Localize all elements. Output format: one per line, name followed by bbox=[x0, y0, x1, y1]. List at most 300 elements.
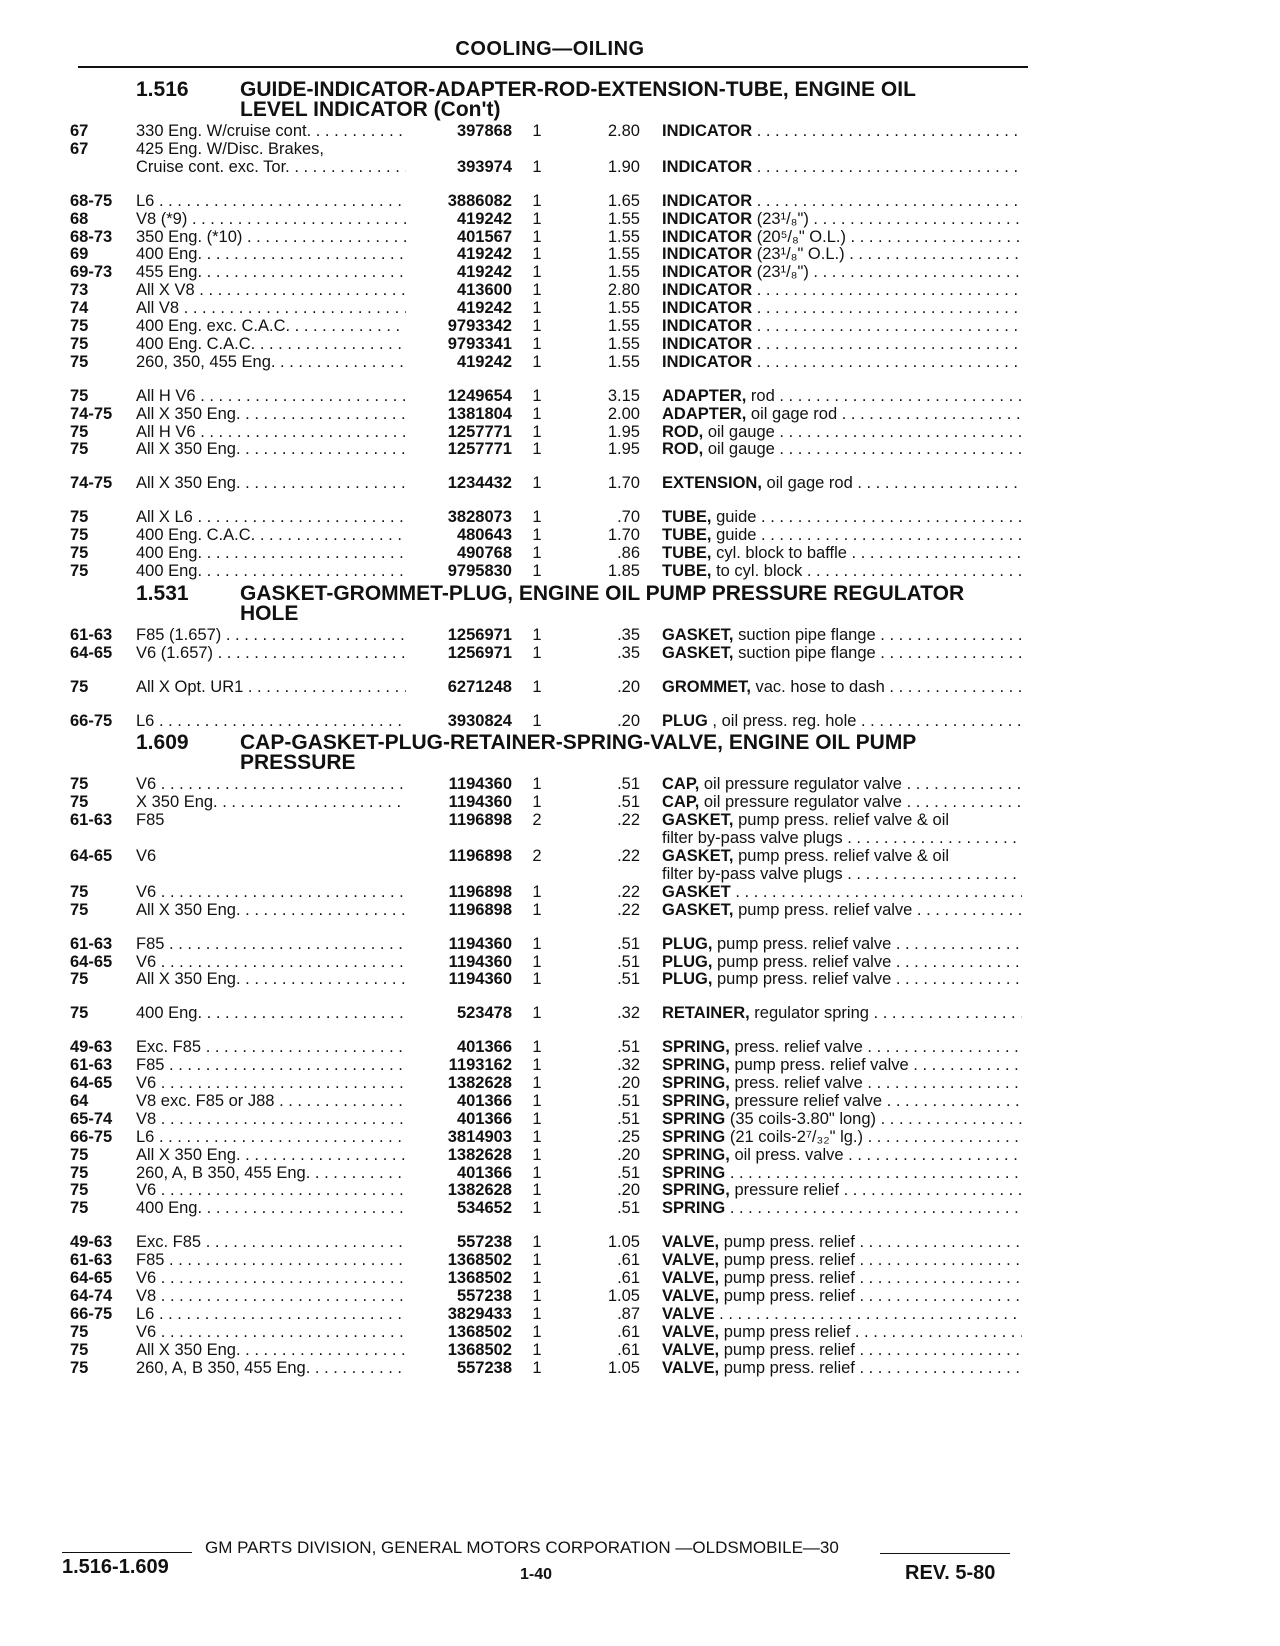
application-cell: 330 Eng. W/cruise cont. . . . bbox=[136, 122, 406, 141]
part-name-bold: PLUG, bbox=[662, 952, 713, 971]
year-cell: 75 bbox=[70, 1322, 89, 1341]
part-name-cell bbox=[662, 281, 1022, 300]
part-number-cell: 9793341 bbox=[447, 334, 512, 353]
part-name-cell bbox=[662, 228, 1022, 247]
price-cell: .32 bbox=[617, 1004, 640, 1023]
part-number-cell: 397868 bbox=[456, 122, 512, 140]
part-name-cell bbox=[662, 544, 1022, 563]
price-cell: 1.55 bbox=[607, 352, 640, 371]
quantity-cell: 1 bbox=[532, 1269, 542, 1287]
price-cell: 1.55 bbox=[607, 263, 640, 282]
part-name-detail: guide bbox=[711, 508, 757, 527]
year-cell: 75 bbox=[70, 561, 89, 580]
part-name-detail: oil pressure regulator valve bbox=[699, 793, 902, 812]
part-name-bold: TUBE, bbox=[662, 561, 712, 580]
quantity-cell: 1 bbox=[532, 263, 542, 282]
part-name-cell bbox=[662, 1128, 1022, 1147]
application-cell: V8 (*9) . . . bbox=[136, 210, 406, 229]
quantity-cell: 1 bbox=[532, 352, 542, 371]
part-name-detail: pump press. relief valve & oil bbox=[733, 811, 950, 830]
quantity-cell: 1 bbox=[532, 1322, 542, 1341]
quantity-cell: 1 bbox=[532, 281, 542, 300]
part-name-cell bbox=[662, 1287, 1022, 1306]
part-name-bold: INDICATOR bbox=[662, 209, 753, 228]
table-row bbox=[0, 1341, 1280, 1360]
year-cell: 64-65 bbox=[70, 847, 113, 865]
part-name-bold: RETAINER, bbox=[662, 1004, 750, 1023]
price-cell: .20 bbox=[617, 677, 640, 696]
part-number-cell: 1196898 bbox=[448, 811, 512, 830]
footer-corporation: GM PARTS DIVISION, GENERAL MOTORS CORPORATION —OLDSMOBILE—30 bbox=[205, 1538, 839, 1557]
application-cell: 400 Eng. . . . bbox=[136, 1199, 406, 1218]
table-row bbox=[0, 1164, 1280, 1183]
part-number-cell: 3930824 bbox=[447, 711, 512, 730]
part-number-cell: 1382628 bbox=[447, 1074, 512, 1092]
quantity-cell: 1 bbox=[532, 474, 542, 493]
part-name-bold: TUBE, bbox=[662, 508, 712, 527]
part-name-bold: VALVE, bbox=[662, 1340, 720, 1359]
part-name-detail: pump press. relief valve & oil bbox=[733, 847, 950, 865]
quantity-cell: 1 bbox=[532, 970, 542, 989]
part-name-bold: GASKET, bbox=[662, 811, 734, 830]
price-cell: .22 bbox=[617, 882, 640, 901]
part-number-cell: 1368502 bbox=[447, 1269, 512, 1287]
part-name-detail: oil gauge bbox=[703, 422, 775, 441]
table-row bbox=[0, 712, 1280, 731]
quantity-cell: 1 bbox=[532, 1181, 542, 1200]
price-cell: .51 bbox=[617, 1038, 640, 1057]
part-name-cell bbox=[662, 299, 1022, 318]
part-name-cell bbox=[662, 970, 1022, 989]
part-name-cell bbox=[662, 192, 1022, 211]
price-cell: .25 bbox=[617, 1127, 640, 1146]
price-cell: .22 bbox=[617, 900, 640, 919]
quantity-cell: 1 bbox=[532, 122, 542, 140]
year-cell: 64 bbox=[70, 1091, 89, 1110]
quantity-cell: 1 bbox=[532, 952, 542, 971]
quantity-cell: 1 bbox=[532, 191, 542, 210]
part-name-detail: (23¹/₈") bbox=[752, 209, 809, 228]
table-row bbox=[0, 335, 1280, 354]
price-cell: .61 bbox=[617, 1322, 640, 1341]
application-cell: All X 350 Eng. . . . bbox=[136, 901, 406, 920]
part-name-cell bbox=[662, 644, 1022, 663]
part-name-cell bbox=[662, 1305, 1022, 1324]
part-name-bold: TUBE, bbox=[662, 544, 712, 562]
application-cell: 400 Eng. . . . bbox=[136, 544, 406, 563]
year-cell: 61-63 bbox=[70, 1251, 113, 1270]
year-cell: 68-73 bbox=[70, 227, 113, 246]
quantity-cell: 1 bbox=[532, 882, 542, 901]
part-number-cell: 1382628 bbox=[447, 1145, 512, 1164]
part-name-detail: filter by-pass valve plugs bbox=[662, 829, 843, 848]
part-name-detail: pump press relief bbox=[719, 1322, 851, 1341]
year-cell: 75 bbox=[70, 677, 89, 696]
table-row bbox=[0, 140, 1280, 159]
price-cell: 2.00 bbox=[607, 404, 640, 423]
table-row bbox=[0, 901, 1280, 920]
table-row bbox=[0, 1110, 1280, 1129]
part-name-bold: INDICATOR bbox=[662, 191, 753, 210]
footer-page-number: 1-40 bbox=[520, 1566, 553, 1583]
application-cell: V8 exc. F85 or J88 . . . bbox=[136, 1092, 406, 1111]
quantity-cell: 1 bbox=[532, 404, 542, 423]
part-name-bold: ADAPTER, bbox=[662, 404, 747, 423]
application-cell: 425 Eng. W/Disc. Brakes, bbox=[136, 139, 324, 158]
part-name-cell bbox=[662, 1056, 1022, 1075]
year-cell: 75 bbox=[70, 317, 89, 335]
table-row bbox=[0, 423, 1280, 442]
part-name-detail: oil pressure regulator valve bbox=[699, 775, 902, 794]
part-name-detail: pressure relief bbox=[729, 1181, 839, 1200]
part-number-cell: 393974 bbox=[456, 157, 512, 176]
part-name-bold: INDICATOR bbox=[662, 227, 753, 246]
part-number-cell: 419242 bbox=[456, 245, 512, 264]
year-cell: 66-75 bbox=[70, 711, 113, 730]
year-cell: 66-75 bbox=[70, 1127, 113, 1146]
quantity-cell: 1 bbox=[532, 422, 542, 441]
table-row bbox=[0, 847, 1280, 866]
quantity-cell: 1 bbox=[532, 386, 542, 405]
price-cell: .51 bbox=[617, 1199, 640, 1218]
year-cell: 64-65 bbox=[70, 643, 113, 662]
footer-rule-right bbox=[880, 1553, 1010, 1554]
quantity-cell: 1 bbox=[532, 209, 542, 228]
application-cell: 350 Eng. (*10) . . . bbox=[136, 228, 406, 247]
quantity-cell: 1 bbox=[532, 1340, 542, 1359]
part-number-cell: 9795830 bbox=[447, 561, 512, 580]
part-name-detail: pump press. relief bbox=[719, 1358, 855, 1377]
application-cell: L6 . . . bbox=[136, 712, 406, 731]
application-cell: F85 . . . bbox=[136, 1251, 406, 1270]
table-row bbox=[0, 1092, 1280, 1111]
price-cell: .87 bbox=[617, 1304, 640, 1323]
part-name-bold: GASKET, bbox=[662, 847, 734, 865]
header-rule bbox=[78, 66, 1028, 68]
year-cell: 75 bbox=[70, 508, 89, 527]
table-row bbox=[0, 1128, 1280, 1147]
part-number-cell: 1234432 bbox=[447, 474, 512, 493]
part-number-cell: 1256971 bbox=[447, 625, 512, 644]
section-title bbox=[240, 733, 1040, 773]
price-cell: 1.70 bbox=[607, 526, 640, 545]
part-name-cell bbox=[662, 793, 1022, 812]
part-name-cell bbox=[662, 317, 1022, 336]
price-cell: 1.95 bbox=[607, 440, 640, 459]
year-cell: 49-63 bbox=[70, 1038, 113, 1057]
part-name-cell bbox=[662, 626, 1022, 645]
year-cell: 75 bbox=[70, 1145, 89, 1164]
quantity-cell: 1 bbox=[532, 1163, 542, 1182]
part-number-cell: 1194360 bbox=[448, 775, 512, 794]
year-cell: 75 bbox=[70, 1358, 89, 1377]
part-name-bold: INDICATOR bbox=[662, 157, 753, 176]
part-name-detail: pump press. relief bbox=[719, 1340, 855, 1359]
part-number-cell: 401366 bbox=[456, 1091, 512, 1110]
part-name-bold: EXTENSION, bbox=[662, 474, 762, 493]
table-row bbox=[0, 1038, 1280, 1057]
year-cell: 75 bbox=[70, 900, 89, 919]
part-name-cell bbox=[662, 335, 1022, 354]
footer-revision: REV. 5-80 bbox=[905, 1562, 996, 1584]
table-row bbox=[0, 158, 1280, 177]
table-row bbox=[0, 1251, 1280, 1270]
part-name-cell bbox=[662, 474, 1022, 493]
application-cell: All H V6 . . . bbox=[136, 423, 406, 442]
part-number-cell: 1368502 bbox=[447, 1322, 512, 1341]
year-cell: 75 bbox=[70, 386, 89, 405]
part-name-detail: vac. hose to dash bbox=[750, 677, 885, 696]
application-cell: L6 . . . bbox=[136, 1305, 406, 1324]
section-title-line: CAP-GASKET-PLUG-RETAINER-SPRING-VALVE, ENGINE OIL PUMP bbox=[240, 731, 917, 755]
price-cell: .51 bbox=[617, 1109, 640, 1128]
price-cell: 1.55 bbox=[607, 227, 640, 246]
application-cell: Cruise cont. exc. Tor. . . . bbox=[136, 158, 406, 177]
price-cell: .61 bbox=[617, 1269, 640, 1287]
quantity-cell: 1 bbox=[532, 1286, 542, 1305]
table-row bbox=[0, 953, 1280, 972]
part-name-cell bbox=[662, 1359, 1022, 1378]
table-row bbox=[0, 626, 1280, 645]
part-name-cell bbox=[662, 387, 1022, 406]
table-row bbox=[0, 775, 1280, 794]
application-cell: L6 . . . bbox=[136, 192, 406, 211]
quantity-cell: 1 bbox=[532, 900, 542, 919]
price-cell: 2.80 bbox=[607, 281, 640, 300]
table-row bbox=[0, 474, 1280, 493]
year-cell: 69 bbox=[70, 245, 89, 264]
table-row bbox=[0, 1287, 1280, 1306]
price-cell: .51 bbox=[617, 952, 640, 971]
quantity-cell: 1 bbox=[532, 625, 542, 644]
part-name-cell bbox=[662, 562, 1022, 581]
part-number-cell: 1196898 bbox=[448, 882, 512, 901]
quantity-cell: 1 bbox=[532, 561, 542, 580]
part-name-detail: suction pipe flange bbox=[733, 625, 876, 644]
part-name-bold: SPRING, bbox=[662, 1056, 730, 1075]
year-cell: 75 bbox=[70, 1181, 89, 1200]
part-name-cell bbox=[662, 1038, 1022, 1057]
part-name-cell bbox=[662, 1146, 1022, 1165]
year-cell: 75 bbox=[70, 1163, 89, 1182]
part-name-cell bbox=[662, 1164, 1022, 1183]
quantity-cell: 1 bbox=[532, 1199, 542, 1218]
part-name-cell bbox=[662, 847, 1022, 866]
year-cell: 75 bbox=[70, 970, 89, 989]
year-cell: 73 bbox=[70, 281, 89, 300]
part-name-cell bbox=[662, 883, 1022, 902]
part-name-bold: VALVE, bbox=[662, 1286, 720, 1305]
price-cell: .51 bbox=[617, 1091, 640, 1110]
part-name-cell bbox=[662, 712, 1022, 731]
application-cell: 260, 350, 455 Eng. . . . bbox=[136, 353, 406, 372]
part-number-cell: 419242 bbox=[456, 352, 512, 371]
part-name-cell bbox=[662, 263, 1022, 282]
part-number-cell: 523478 bbox=[456, 1004, 512, 1023]
part-name-bold: GROMMET, bbox=[662, 677, 751, 696]
year-cell: 67 bbox=[70, 139, 89, 158]
application-cell: 400 Eng. C.A.C. . . . bbox=[136, 335, 406, 354]
year-cell: 68 bbox=[70, 209, 89, 228]
quantity-cell: 1 bbox=[532, 526, 542, 545]
part-name-cell bbox=[662, 245, 1022, 264]
part-name-cell bbox=[662, 1110, 1022, 1129]
part-number-cell: 1194360 bbox=[448, 934, 512, 953]
part-name-cell bbox=[662, 775, 1022, 794]
part-name-bold: SPRING, bbox=[662, 1038, 730, 1057]
part-number-cell: 3828073 bbox=[447, 508, 512, 527]
part-number-cell: 480643 bbox=[456, 526, 512, 545]
quantity-cell: 1 bbox=[532, 793, 542, 812]
quantity-cell: 1 bbox=[532, 1233, 542, 1252]
price-cell: 1.95 bbox=[607, 422, 640, 441]
price-cell: .35 bbox=[617, 643, 640, 662]
part-name-bold: SPRING, bbox=[662, 1181, 730, 1200]
part-name-cell bbox=[662, 829, 1022, 848]
quantity-cell: 1 bbox=[532, 1056, 542, 1075]
price-cell: .51 bbox=[617, 970, 640, 989]
part-name-cell bbox=[662, 1341, 1022, 1360]
year-cell: 75 bbox=[70, 793, 89, 812]
part-name-cell bbox=[662, 1251, 1022, 1270]
price-cell: 1.55 bbox=[607, 334, 640, 353]
quantity-cell: 1 bbox=[532, 508, 542, 527]
price-cell: .32 bbox=[617, 1056, 640, 1075]
part-number-cell: 490768 bbox=[456, 544, 512, 562]
part-name-cell bbox=[662, 678, 1022, 697]
table-row bbox=[0, 353, 1280, 372]
part-name-cell bbox=[662, 1199, 1022, 1218]
year-cell: 61-63 bbox=[70, 1056, 113, 1075]
part-name-cell bbox=[662, 1233, 1022, 1252]
price-cell: 1.70 bbox=[607, 474, 640, 493]
year-cell: 68-75 bbox=[70, 191, 113, 210]
part-number-cell: 534652 bbox=[456, 1199, 512, 1218]
year-cell: 75 bbox=[70, 1004, 89, 1023]
part-number-cell: 1249654 bbox=[447, 386, 512, 405]
year-cell: 75 bbox=[70, 422, 89, 441]
quantity-cell: 2 bbox=[532, 811, 542, 830]
application-cell: All X 350 Eng. . . . bbox=[136, 970, 406, 989]
table-row bbox=[0, 508, 1280, 527]
part-number-cell: 401366 bbox=[456, 1038, 512, 1057]
price-cell: .61 bbox=[617, 1340, 640, 1359]
quantity-cell: 1 bbox=[532, 711, 542, 730]
part-name-detail: pump press. relief valve bbox=[712, 934, 892, 953]
price-cell: .20 bbox=[617, 1074, 640, 1092]
part-name-cell bbox=[662, 526, 1022, 545]
quantity-cell: 2 bbox=[532, 847, 542, 865]
part-number-cell: 1196898 bbox=[448, 847, 512, 865]
application-cell: All X V8 . . . bbox=[136, 281, 406, 300]
quantity-cell: 1 bbox=[532, 1091, 542, 1110]
part-name-cell bbox=[662, 122, 1022, 141]
table-row bbox=[0, 1074, 1280, 1093]
application-cell: All V8 . . . bbox=[136, 299, 406, 318]
application-cell: V6 bbox=[136, 847, 157, 865]
part-name-detail: pump press. relief valve bbox=[712, 970, 892, 989]
part-number-cell: 3829433 bbox=[447, 1304, 512, 1323]
part-name-bold: SPRING, bbox=[662, 1145, 730, 1164]
part-name-bold: GASKET, bbox=[662, 900, 734, 919]
application-cell: V8 . . . bbox=[136, 1287, 406, 1306]
price-cell: 1.05 bbox=[607, 1286, 640, 1305]
application-cell: V6 . . . bbox=[136, 1074, 406, 1093]
section-title-line: HOLE bbox=[240, 601, 299, 625]
section-title-line: GASKET-GROMMET-PLUG, ENGINE OIL PUMP PRESSURE REGULATOR bbox=[240, 581, 965, 605]
part-name-cell bbox=[662, 1323, 1022, 1342]
part-number-cell: 1381804 bbox=[447, 404, 512, 423]
year-cell: 75 bbox=[70, 526, 89, 545]
table-row bbox=[0, 192, 1280, 211]
part-name-cell bbox=[662, 508, 1022, 527]
part-name-detail: oil gauge bbox=[703, 440, 775, 459]
application-cell: F85 bbox=[136, 811, 165, 830]
quantity-cell: 1 bbox=[532, 677, 542, 696]
part-name-cell bbox=[662, 423, 1022, 442]
part-name-cell bbox=[662, 1004, 1022, 1023]
section-title bbox=[240, 80, 1040, 120]
part-number-cell: 1194360 bbox=[448, 970, 512, 989]
table-row bbox=[0, 1269, 1280, 1288]
part-name-detail: pump press. relief bbox=[719, 1286, 855, 1305]
quantity-cell: 1 bbox=[532, 440, 542, 459]
table-row bbox=[0, 1056, 1280, 1075]
part-name-bold: SPRING bbox=[662, 1199, 726, 1218]
part-number-cell: 557238 bbox=[456, 1286, 512, 1305]
part-name-detail: filter by-pass valve plugs bbox=[662, 864, 843, 883]
application-cell: L6 . . . bbox=[136, 1128, 406, 1147]
part-name-detail: suction pipe flange bbox=[733, 643, 876, 662]
page-header-title: COOLING—OILING bbox=[455, 38, 645, 60]
application-cell: V6 . . . bbox=[136, 883, 406, 902]
part-name-bold: INDICATOR bbox=[662, 263, 753, 282]
part-number-cell: 3886082 bbox=[447, 191, 512, 210]
year-cell: 75 bbox=[70, 1340, 89, 1359]
part-name-cell bbox=[662, 210, 1022, 229]
price-cell: 1.65 bbox=[607, 191, 640, 210]
part-number-cell: 1382628 bbox=[447, 1181, 512, 1200]
year-cell: 74-75 bbox=[70, 474, 113, 493]
price-cell: .20 bbox=[617, 1145, 640, 1164]
price-cell: .51 bbox=[617, 1163, 640, 1182]
table-row bbox=[0, 1004, 1280, 1023]
part-name-detail: (23¹/₈" O.L.) bbox=[752, 245, 845, 264]
year-cell: 64-65 bbox=[70, 1269, 113, 1287]
table-row bbox=[0, 562, 1280, 581]
part-name-bold: VALVE, bbox=[662, 1358, 720, 1377]
price-cell: 1.05 bbox=[607, 1233, 640, 1252]
application-cell: F85 . . . bbox=[136, 1056, 406, 1075]
year-cell: 66-75 bbox=[70, 1304, 113, 1323]
part-number-cell: 1194360 bbox=[448, 952, 512, 971]
part-name-detail: to cyl. block bbox=[711, 561, 803, 580]
table-row bbox=[0, 281, 1280, 300]
year-cell: 75 bbox=[70, 882, 89, 901]
footer-section-range: 1.516-1.609 bbox=[62, 1556, 169, 1578]
application-cell: 400 Eng. . . . bbox=[136, 562, 406, 581]
application-cell: All X 350 Eng. . . . bbox=[136, 1146, 406, 1165]
year-cell: 75 bbox=[70, 334, 89, 353]
application-cell: 400 Eng. . . . bbox=[136, 1004, 406, 1023]
part-name-detail: guide bbox=[711, 526, 757, 545]
part-name-cell bbox=[662, 1269, 1022, 1288]
part-name-cell bbox=[662, 405, 1022, 424]
part-name-bold: ROD, bbox=[662, 440, 704, 459]
application-cell: 400 Eng. . . . bbox=[136, 245, 406, 264]
year-cell: 61-63 bbox=[70, 811, 113, 830]
price-cell: .86 bbox=[617, 544, 640, 562]
